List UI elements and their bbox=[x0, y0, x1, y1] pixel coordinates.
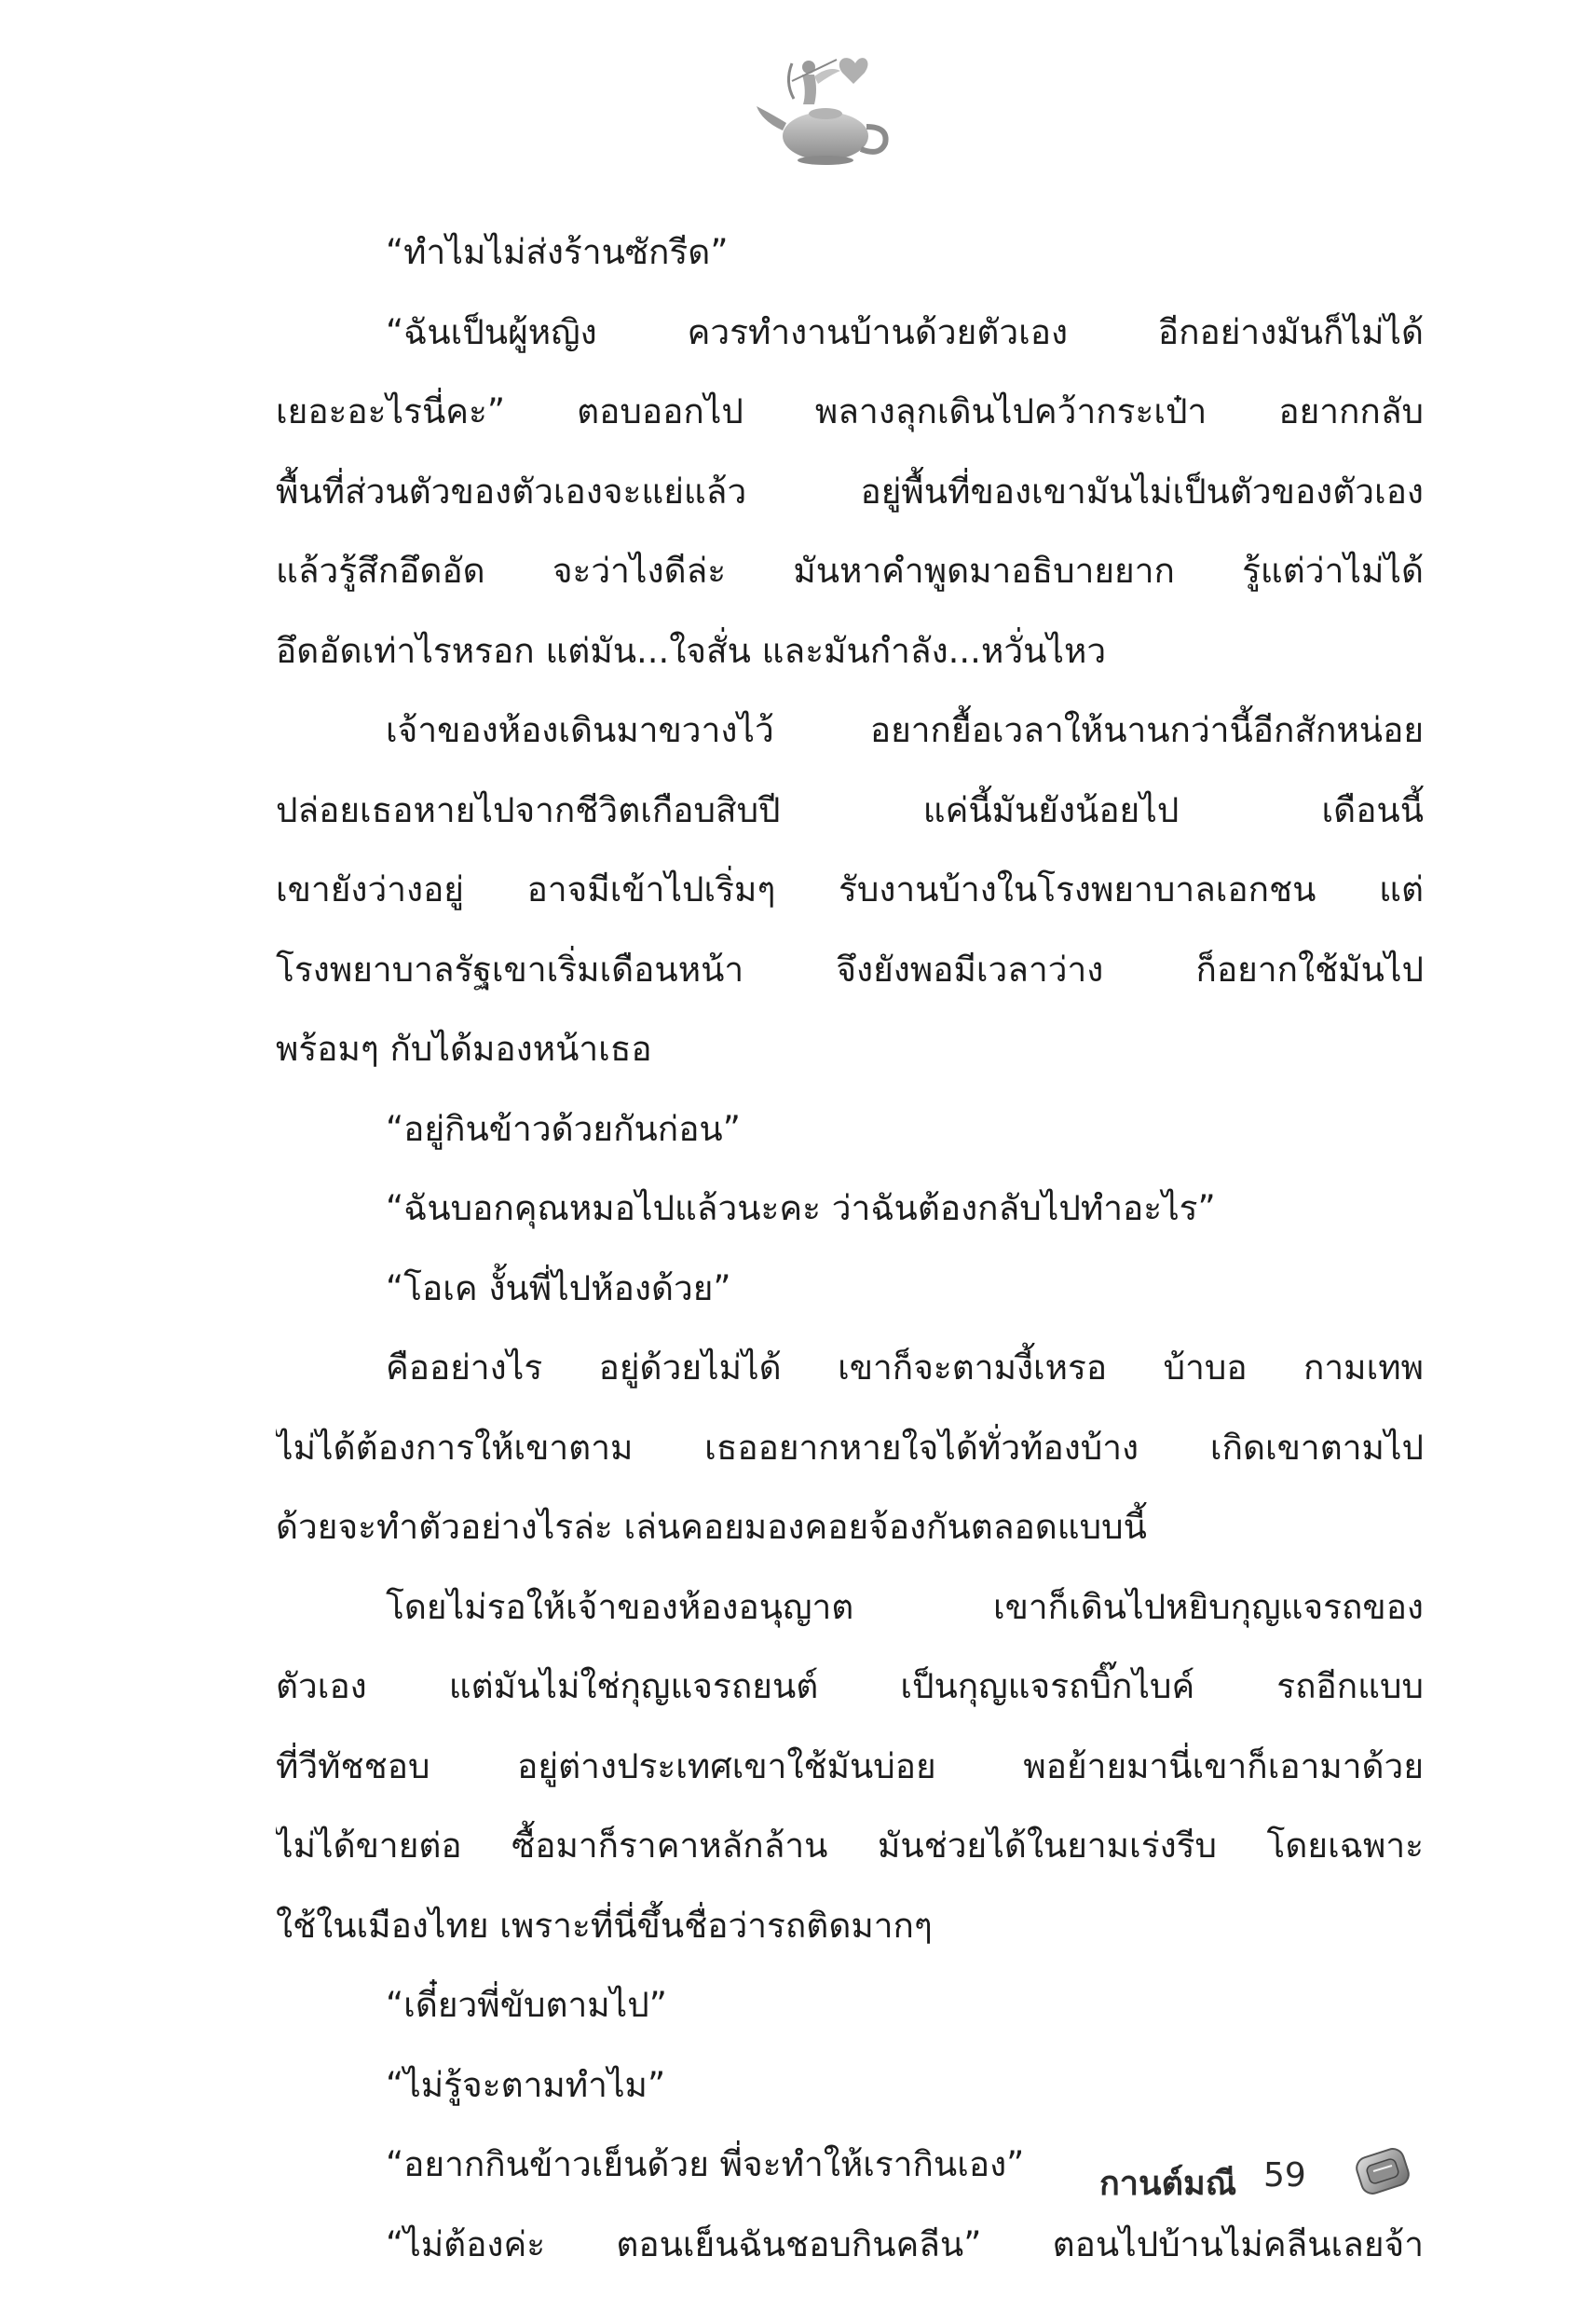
text-line: ไม่ได้ขายต่อ ซื้อมาก็ราคาหลักล้าน มันช่วยได้ในยามเร่งรีบ โดยเฉพาะ bbox=[276, 1826, 1424, 1866]
text-line: “ฉันเป็นผู้หญิง ควรทำงานบ้านด้วยตัวเอง อีกอย่างมันก็ไม่ได้ bbox=[386, 311, 1424, 352]
text-line: ที่วีทัชชอบ อยู่ต่างประเทศเขาใช้มันบ่อย พอย้ายมานี่เขาก็เอามาด้วย bbox=[276, 1745, 1424, 1786]
text-line: โดยไม่รอให้เจ้าของห้องอนุญาต เขาก็เดินไปหยิบกุญแจรถของ bbox=[386, 1586, 1424, 1627]
footer-title: กานต์มณี bbox=[1099, 2165, 1237, 2203]
text-line: “ทำไมไม่ส่งร้านซักรีด” bbox=[386, 232, 729, 272]
text-line: ด้วยจะทำตัวอย่างไรล่ะ เล่นคอยมองคอยจ้องกันตลอดแบบนี้ bbox=[276, 1507, 1147, 1547]
text-line: คืออย่างไร อยู่ด้วยไม่ได้ เขาก็จะตามงี้เหรอ บ้าบอ กามเทพ bbox=[386, 1347, 1424, 1388]
gem-ornament-icon bbox=[1349, 2138, 1416, 2205]
text-line: พื้นที่ส่วนตัวของตัวเองจะแย่แล้ว อยู่พื้นที่ของเขามันไม่เป็นตัวของตัวเอง bbox=[276, 471, 1424, 512]
text-line: “อยู่กินข้าวด้วยกันก่อน” bbox=[386, 1108, 741, 1149]
paragraph bbox=[276, 293, 1424, 691]
body-text bbox=[276, 212, 1424, 2284]
paragraph bbox=[276, 1567, 1424, 1966]
text-line: เยอะอะไรนี่คะ” ตอบออกไป พลางลุกเดินไปคว้ากระเป๋า อยากกลับ bbox=[276, 391, 1424, 431]
paragraph bbox=[276, 1965, 1424, 2045]
text-line: ปล่อยเธอหายไปจากชีวิตเกือบสิบปี แค่นี้มันยังน้อยไป เดือนนี้ bbox=[276, 789, 1424, 830]
text-line: แล้วรู้สึกอึดอัด จะว่าไงดีล่ะ มันหาคำพูดมาอธิบายยาก รู้แต่ว่าไม่ได้ bbox=[276, 551, 1424, 591]
text-line: “เดี๋ยวพี่ขับตามไป” bbox=[386, 1985, 667, 2025]
text-line: ใช้ในเมืองไทย เพราะที่นี่ขึ้นชื่อว่ารถติดมากๆ bbox=[276, 1905, 933, 1946]
paragraph bbox=[276, 691, 1424, 1089]
text-line: ไม่ได้ต้องการให้เขาตาม เธออยากหายใจได้ทั่วท้องบ้าง เกิดเขาตามไป bbox=[276, 1427, 1424, 1468]
paragraph bbox=[276, 2205, 1424, 2285]
text-line: “ฉันบอกคุณหมอไปแล้วนะคะ ว่าฉันต้องกลับไปทำอะไร” bbox=[386, 1188, 1216, 1228]
text-line: “โอเค งั้นพี่ไปห้องด้วย” bbox=[386, 1267, 731, 1308]
paragraph bbox=[276, 2045, 1424, 2126]
paragraph bbox=[276, 1169, 1424, 1249]
text-line: โรงพยาบาลรัฐเขาเริ่มเดือนหน้า จึงยังพอมีเวลาว่าง ก็อยากใช้มันไป bbox=[276, 949, 1424, 990]
paragraph bbox=[276, 1328, 1424, 1567]
teapot-cupid-ornament-icon bbox=[751, 48, 900, 170]
text-line: ตัวเอง แต่มันไม่ใช่กุญแจรถยนต์ เป็นกุญแจรถบิ๊กไบค์ รถอีกแบบ bbox=[276, 1666, 1424, 1706]
paragraph bbox=[276, 2125, 1424, 2205]
text-line: พร้อมๆ กับได้มองหน้าเธอ bbox=[276, 1029, 652, 1069]
paragraph bbox=[276, 212, 1424, 293]
text-line: เขายังว่างอยู่ อาจมีเข้าไปเริ่มๆ รับงานบ้างในโรงพยาบาลเอกชน แต่ bbox=[276, 869, 1424, 909]
text-line: “ไม่รู้จะตามทำไม” bbox=[386, 2064, 666, 2105]
text-line: “ไม่ต้องค่ะ ตอนเย็นฉันชอบกินคลีน” ตอนไปบ้านไม่คลีนเลยจ้า bbox=[386, 2223, 1424, 2264]
paragraph bbox=[276, 1249, 1424, 1329]
page-number: 59 bbox=[1263, 2156, 1306, 2195]
paragraph bbox=[276, 1089, 1424, 1169]
text-line: “อยากกินข้าวเย็นด้วย พี่จะทำให้เรากินเอง” bbox=[386, 2144, 1025, 2184]
text-line: อึดอัดเท่าไรหรอก แต่มัน...ใจสั่น และมันกำลัง...หวั่นไหว bbox=[276, 630, 1107, 671]
text-line: เจ้าของห้องเดินมาขวางไว้ อยากยื้อเวลาให้นานกว่านี้อีกสักหน่อย bbox=[386, 710, 1424, 750]
